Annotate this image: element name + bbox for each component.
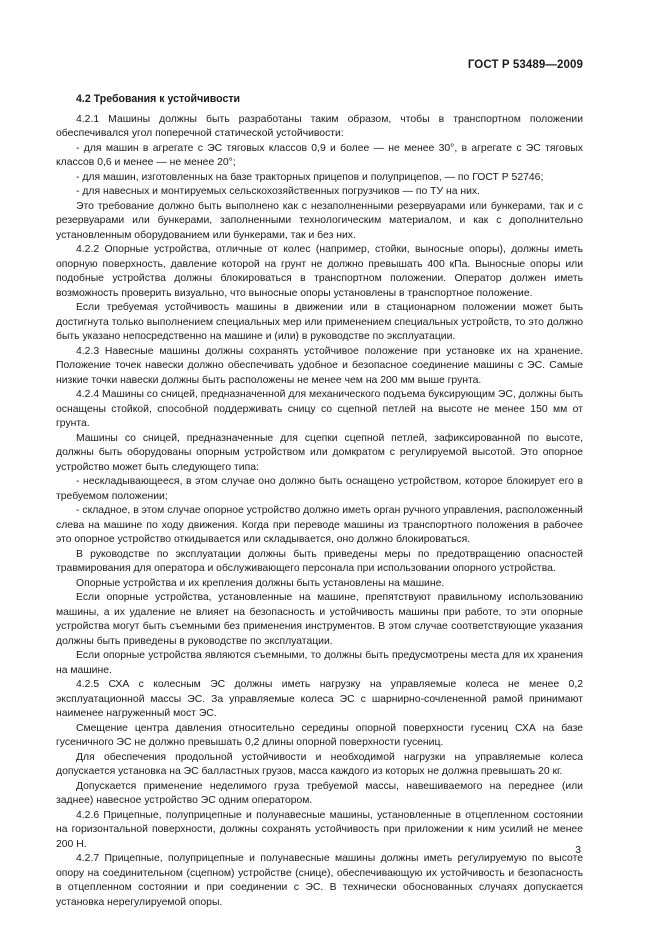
paragraph: Это требование должно быть выполнено как с незаполненными резервуарами или бункерами, так и с резервуарами или бункерами, заполненными технологическим материалом, и как с дополнительно установленным оборудованием или бункерами, так и без них. [56, 200, 583, 241]
list-item: - для машин, изготовленных на базе тракторных прицепов и полуприцепов, — по ГОСТ Р 52746; [76, 171, 544, 183]
paragraph-4-2-1: 4.2.1 Машины должны быть разработаны таким образом, чтобы в транспортном положении обеспечивался угол поперечной статической устойчивости: [56, 113, 583, 139]
document-body [56, 92, 583, 910]
list-item: - складное, в этом случае опорное устройство должно иметь орган ручного управления, расположенный слева на машине по ходу движения. Когда при переводе машины из транспортного положения в рабочее это опорное устройство откидывается или складывается, оно должно блокироваться. [56, 505, 583, 545]
paragraph-4-2-4: 4.2.4 Машины со сницей, предназначенной для механического подъема буксирующим ЭС, должны быть оснащены стойкой, способной поддерживать сницу со сцепной петлей на высоте не менее 150 мм от грунта. [56, 389, 583, 429]
standard-number: ГОСТ Р 53489—2009 [467, 59, 583, 71]
list-item: - нескладывающееся, в этом случае оно должно быть оснащено устройством, которое блокирует его в требуемом положении; [56, 476, 583, 502]
paragraph-4-2-5: 4.2.5 СХА с колесным ЭС должны иметь нагрузку на управляемые колеса не менее 0,2 эксплуатационной массы ЭС. За управляемые колеса ЭС с шарнирно-сочлененной рамой принимают наименее нагруженный мост ЭС. [56, 679, 583, 719]
list-item: - для навесных и монтируемых сельскохозяйственных погрузчиков — по ТУ на них. [76, 186, 480, 197]
paragraph: Опорные устройства и их крепления должны быть установлены на машине. [76, 577, 445, 589]
paragraph: Смещение центра давления относительно середины опорной поверхности гусениц СХА на базе гусеничного ЭС не должно превышать 0,2 длины опорной поверхности гусениц. [56, 722, 583, 748]
paragraph: Если опорные устройства являются съемными, то должны быть предусмотрены места для их хранения на машине. [56, 650, 583, 676]
paragraph: В руководстве по эксплуатации должны быть приведены меры по предотвращению опасностей травмирования для оператора и обслуживающего персонала при использовании опорного устройства. [56, 548, 583, 574]
page-number: 3 [575, 845, 581, 856]
paragraph-4-2-7: 4.2.7 Прицепные, полуприцепные и полунавесные машины должны иметь регулируемую по высоте опору на соединительном (сцепном) устройстве (снице), обеспечивающую их устойчивость и безопасность в отцепленном состоянии и при соединении с ЭС. В технически обоснованных случаях допускается установка нерегулируемой опоры. [56, 853, 583, 908]
paragraph: Допускается применение неделимого груза требуемой массы, навешиваемого на переднее (или заднее) навесное устройство ЭС одним оператором. [56, 780, 583, 806]
paragraph: Если требуемая устойчивость машины в движении или в стационарном положении может быть достигнута только выполнением специальных мер или применением специальных устройств, то это должно быть указано непосредственно на машине и (или) в руководстве по эксплуатации. [56, 302, 583, 342]
paragraph: Для обеспечения продольной устойчивости и необходимой нагрузки на управляемые колеса допускается установка на ЭС балластных грузов, масса каждого из которых не должна превышать 20 кг. [56, 751, 583, 777]
paragraph-4-2-3: 4.2.3 Навесные машины должны сохранять устойчивое положение при установке их на хранение. Положение точек навески должно обеспечивать удобное и безопасное соединение машины с ЭС. Самые низкие точки навески должны быть расположены не менее чем на 200 мм выше грунта. [56, 345, 583, 386]
section-title: 4.2 Требования к устойчивости [76, 93, 241, 105]
list-item: - для машин в агрегате с ЭС тяговых классов 0,9 и более — не менее 30°, в агрегате с ЭС тяговых классов 0,6 и менее — не менее 20°; [56, 142, 583, 168]
paragraph: Машины со сницей, предназначенные для сцепки сцепной петлей, зафиксированной по высоте, должны быть оборудованы опорным устройством или домкратом с регулируемой высотой. Это опорное устройство может быть следующего типа: [56, 432, 583, 473]
paragraph: Если опорные устройства, установленные на машине, препятствуют правильному использованию машины, а их удаление не влияет на безопасность и устойчивость машины при работе, то эти опорные устройства могут быть съемными без применения инструментов. В этом случае соответствующие указания должны быть приведены в руководстве по эксплуатации. [56, 592, 583, 647]
paragraph-4-2-6: 4.2.6 Прицепные, полуприцепные и полунавесные машины, установленные в отцепленном состоянии на горизонтальной поверхности, должны сохранять устойчивость при приложении к ним усилий не менее 200 Н. [56, 809, 583, 850]
paragraph-4-2-2: 4.2.2 Опорные устройства, отличные от колес (например, стойки, выносные опоры), должны иметь опорную поверхность, давление которой на грунт не должно превышать 400 кПа. Выносные опоры или подобные устройства должны блокироваться в транспортном положении. Оператор должен иметь возможность проверить визуально, что выносные опоры установлены в транспортное положение. [56, 244, 583, 299]
